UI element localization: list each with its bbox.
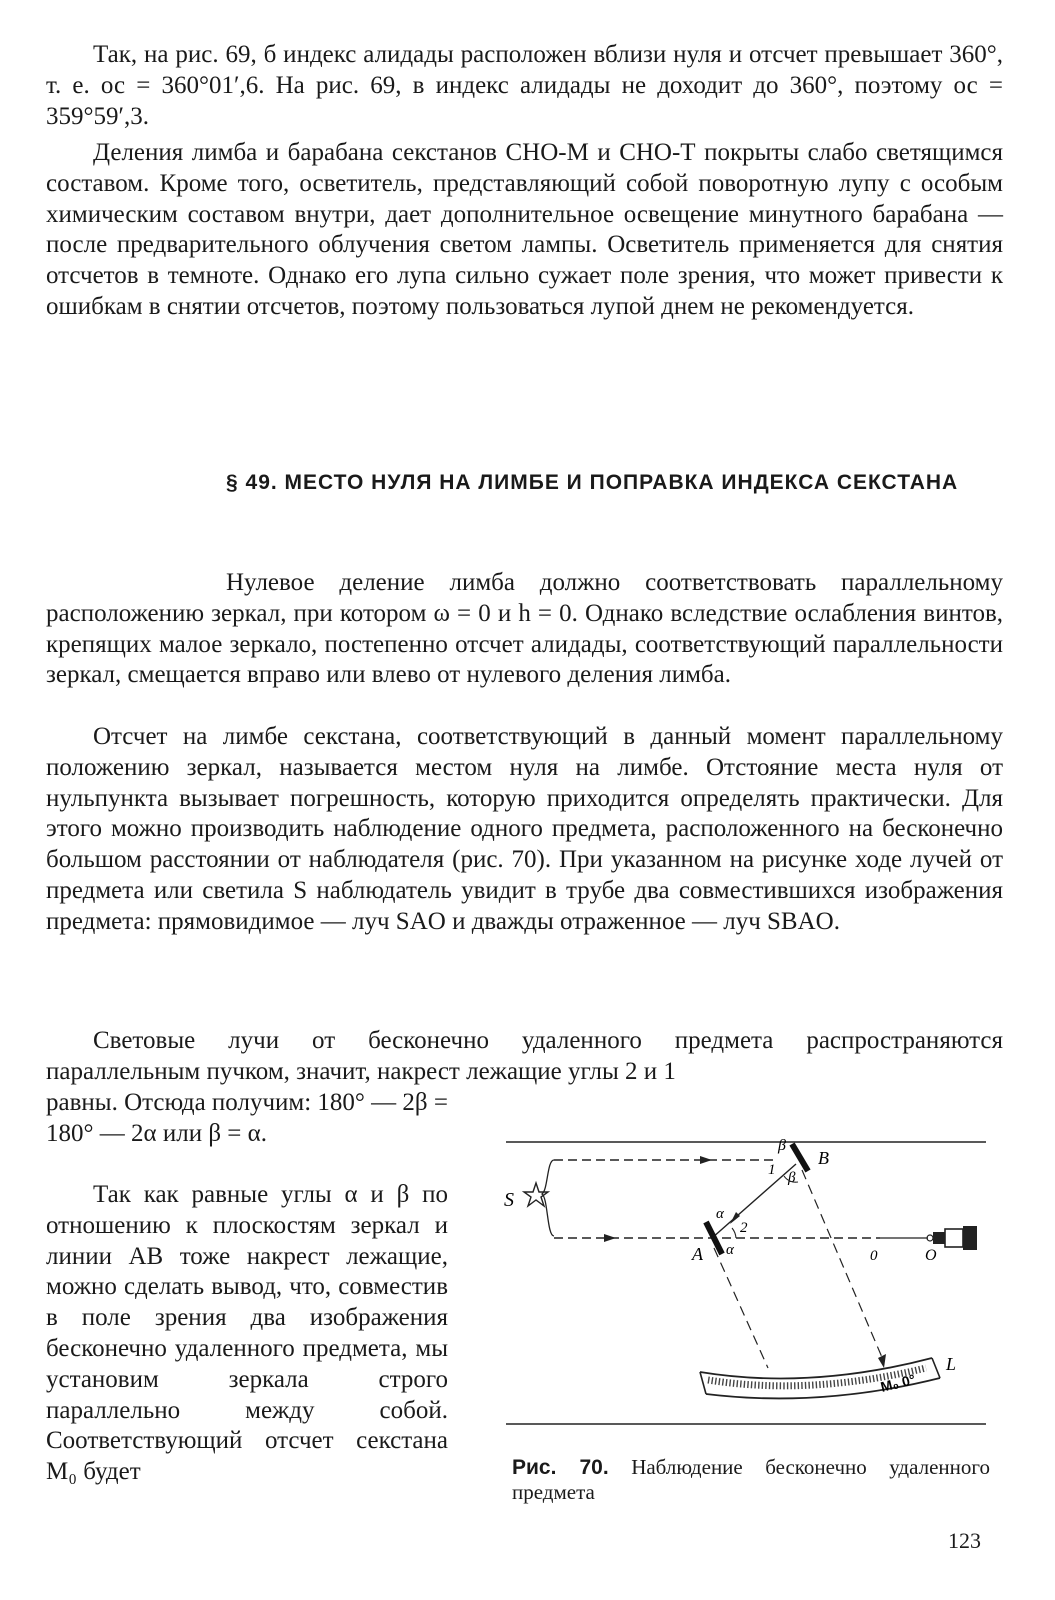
paragraph-zero-division: Нулевое деление лимба должно соответствовать параллельному расположению зеркал, при котором ω = 0 и h = 0. Однако вследствие ослабления винтов, крепящих малое зеркало, постепенно отсчет алидады, соответствующий параллельности зеркал, смещается вправо или влево от нулевого деления лимба. (46, 569, 1003, 689)
mirror-b (792, 1144, 808, 1171)
label-angle-2: 2 (740, 1220, 748, 1236)
telescope-icon (933, 1226, 977, 1250)
label-zero: 0 (870, 1248, 878, 1264)
caption-label: Рис. 70. (512, 1456, 609, 1479)
paragraph-index-place: Отсчет на лимбе секстана, соответствующий в данный момент параллельному положению зеркал, называется местом нуля на лимбе. Отстояние места нуля от нульпункта вызывает погрешность, которую приходится определять практически. Для этого можно производить наблюдение одного предмета, расположенного на бесконечно большом расстоянии от наблюдателя (рис. 70). При указанном на рисунке ходе лучей от предмета или светила S наблюдатель увидит в трубе два совместившихся изображения предмета: прямовидимое — луч SAO и дважды отраженное — луч SBAO. (46, 723, 1003, 935)
label-s: S (504, 1189, 514, 1211)
label-angle-1: 1 (768, 1162, 776, 1178)
star-icon (524, 1183, 548, 1206)
label-alpha-top: α (716, 1206, 724, 1222)
figure-caption (512, 1455, 990, 1505)
paragraph-equal-angles: равны. Отсюда получим: 180° — 2β = 180° — 2α или β = α. (46, 1089, 448, 1147)
label-beta-inner: β (788, 1170, 796, 1186)
paragraph-parallel-rays: Световые лучи от бесконечно удаленного предмета распространяются параллельным пучком, значит, накрест лежащие углы 2 и 1 (46, 1027, 1003, 1085)
figure-70-diagram (500, 1136, 990, 1452)
paragraph-alidade-index: Так, на рис. 69, б индекс алидады расположен вблизи нуля и отсчет превышает 360°, т. е. ос = 360°01′,6. На рис. 69, в индекс алидады не доходит до 360°, поэтому ос = 359°59′,3. (46, 41, 1003, 130)
page-number: 123 (948, 1528, 981, 1553)
label-beta-outer: β (778, 1137, 786, 1154)
normal-from-b (802, 1170, 884, 1362)
label-l: L (946, 1354, 957, 1374)
normal-from-a (714, 1248, 768, 1368)
label-m0: M₀ 0° (878, 1370, 917, 1395)
label-alpha-bottom: α (726, 1242, 734, 1258)
caption-text: Наблюдение бесконечно удаленного предмета (512, 1455, 990, 1504)
ray-b-to-a (712, 1164, 796, 1238)
paragraph-limb-illumination: Деления лимба и барабана секстанов СНО-М и СНО-Т покрыты слабо светящимся составом. Кроме того, осветитель, представляющий собой поворотную лупу с особым химическим составом внутри, дает дополнительное освещение минутного барабана — после предварительного облучения светом лампы. Осветитель применяется для снятия отсчетов в темноте. Однако его лупа сильно сужает поле зрения, что может привести к ошибкам в снятии отсчетов, поэтому пользоваться лупой днем не рекомендуется. (46, 139, 1003, 320)
section-heading: § 49. МЕСТО НУЛЯ НА ЛИМБЕ И ПОПРАВКА ИНДЕКСА СЕКСТАНА (226, 471, 959, 494)
label-a: A (692, 1244, 703, 1264)
label-o: O (925, 1247, 937, 1264)
label-b: B (818, 1148, 829, 1168)
paragraph-mirror-conclusion: Так как равные углы α и β по отношению к плоскостям зеркал и линии AB тоже накрест лежащие, можно сделать вывод, что, совместив в поле зрения два изображения бесконечно удаленного предмета, мы установим зеркала строго параллельно между собой. Соответствующий отсчет секстана M₀ будет (46, 1181, 448, 1486)
